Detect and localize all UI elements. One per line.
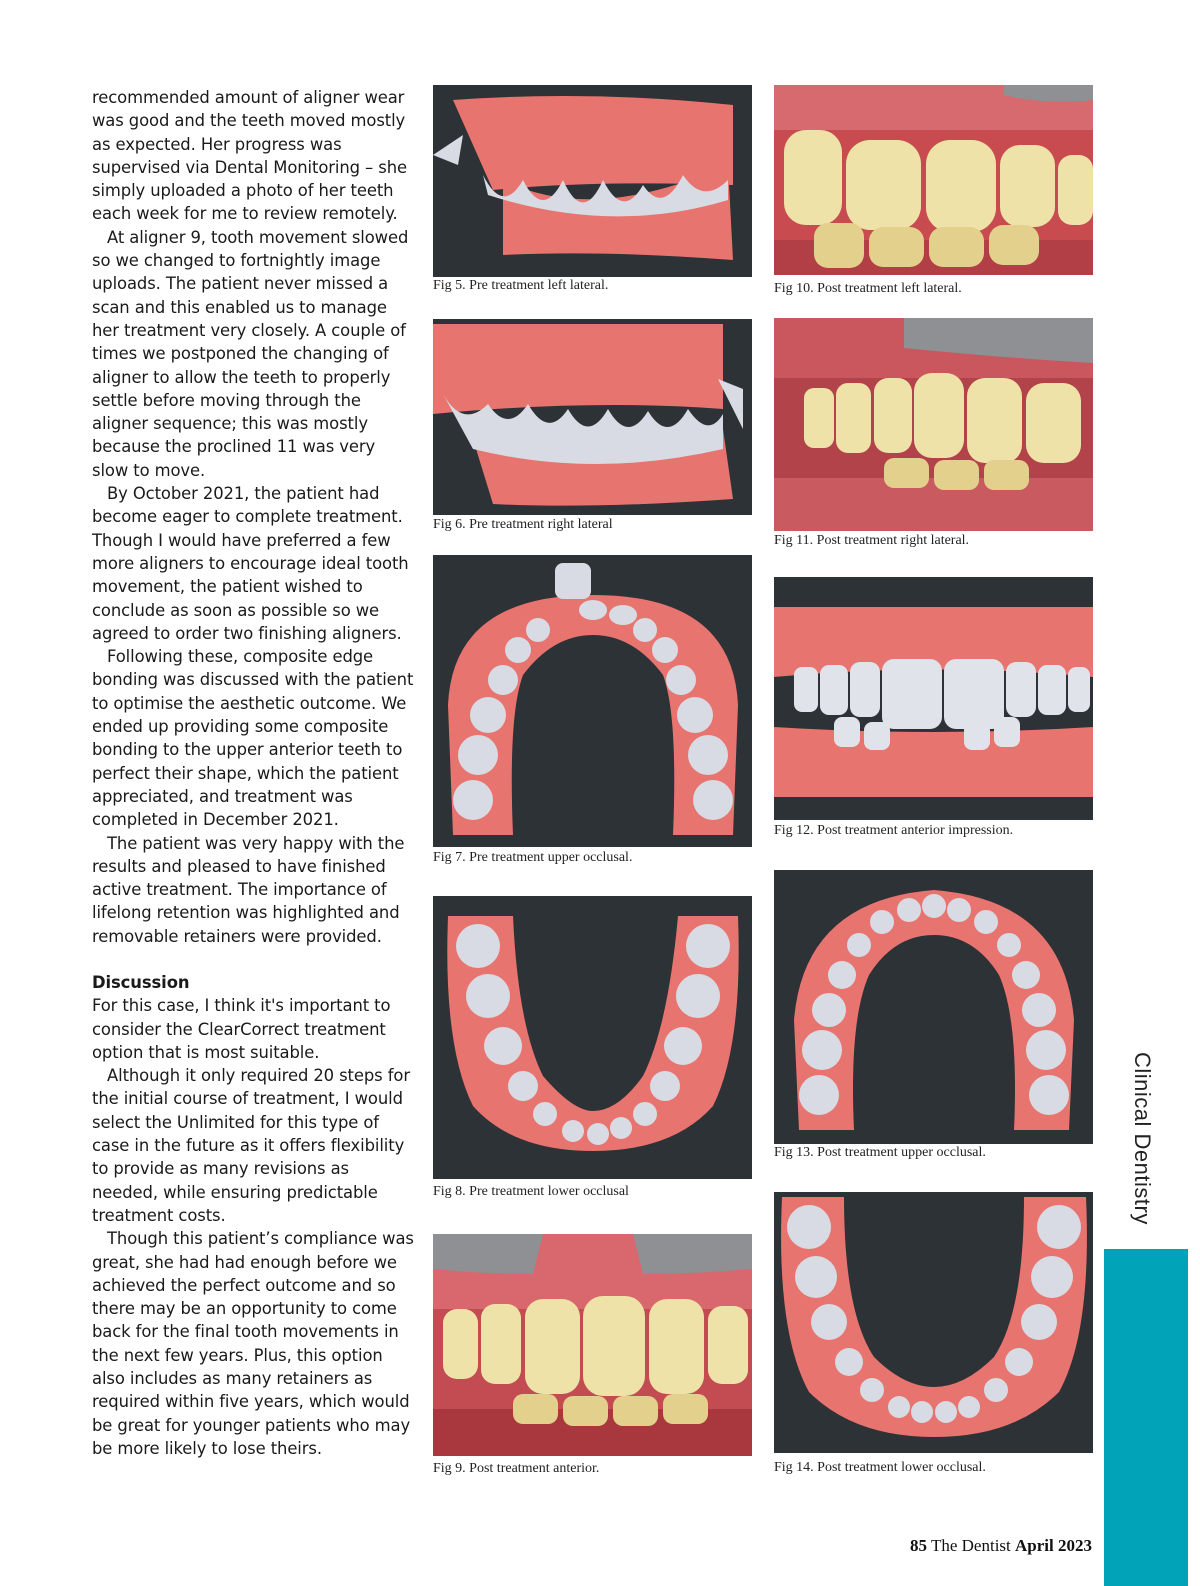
- publication-name: The Dentist: [930, 1536, 1011, 1555]
- fig8-caption: Fig 8. Pre treatment lower occlusal: [433, 1184, 629, 1199]
- paragraph: For this case, I think it's important to consider the ClearCorrect treatment option that is most suitable.: [92, 996, 391, 1062]
- fig11-caption: Fig 11. Post treatment right lateral.: [774, 533, 970, 548]
- fig6-caption: Fig 6. Pre treatment right lateral: [433, 517, 613, 532]
- fig9-image: [433, 1234, 752, 1456]
- paragraph: Although it only required 20 steps for the initial course of treatment, I would select the Unlimited for this type of case in the future as it offers flexibility to provide as many revisions as needed, while ensuring predictable treatment costs.: [92, 1066, 410, 1225]
- fig11-image: [774, 318, 1093, 531]
- fig12-caption: Fig 12. Post treatment anterior impression.: [774, 823, 1014, 838]
- article-body: [92, 86, 414, 1460]
- page-footer: [910, 1536, 1092, 1556]
- section-label: Clinical Dentistry: [1130, 1052, 1155, 1225]
- fig13-caption: Fig 13. Post treatment upper occlusal.: [774, 1145, 986, 1160]
- fig12-image: [774, 577, 1093, 820]
- fig6-image: [433, 319, 752, 515]
- fig10-caption: Fig 10. Post treatment left lateral.: [774, 281, 962, 296]
- fig5-image: [433, 85, 752, 277]
- issue-date: April 2023: [1015, 1536, 1092, 1555]
- fig13-image: [774, 870, 1093, 1144]
- fig5-caption: Fig 5. Pre treatment left lateral.: [433, 278, 609, 293]
- fig10-image: [774, 85, 1093, 275]
- paragraph: recommended amount of aligner wear was good and the teeth moved mostly as expected. Her progress was supervised via Dental Monitoring – she simply uploaded a photo of her teeth each week for me to review remotely.: [92, 88, 407, 224]
- paragraph: By October 2021, the patient had become eager to complete treatment. Though I would have preferred a few more aligners to encourage ideal tooth movement, the patient wished to conclude as soon as possible so we agreed to order two finishing aligners.: [92, 484, 409, 643]
- fig14-caption: Fig 14. Post treatment lower occlusal.: [774, 1460, 986, 1475]
- paragraph: Following these, composite edge bonding was discussed with the patient to optimise the aesthetic outcome. We ended up providing some composite bonding to the upper anterior teeth to perfect their shape, which the patient appreciated, and treatment was completed in December 2021.: [92, 647, 414, 830]
- fig14-image: [774, 1192, 1093, 1453]
- fig7-image: [433, 555, 752, 847]
- section-color-tab: [1104, 1249, 1188, 1586]
- paragraph: Though this patient’s compliance was great, she had had enough before we achieved the perfect outcome and so there may be an opportunity to come back for the final tooth movements in the next few years. Plus, this option also includes as many retainers as required within five years, which would be great for younger patients who may be more likely to lose theirs.: [92, 1229, 414, 1458]
- page-number: 85: [910, 1536, 928, 1555]
- paragraph: At aligner 9, tooth movement slowed so we changed to fortnightly image uploads. The patient never missed a scan and this enabled us to manage her treatment very closely. A couple of times we postponed the changing of aligner to allow the teeth to properly settle before moving through the aligner sequence; this was mostly because the proclined 11 was very slow to move.: [92, 227, 409, 480]
- fig9-caption: Fig 9. Post treatment anterior.: [433, 1461, 600, 1476]
- fig7-caption: Fig 7. Pre treatment upper occlusal.: [433, 850, 633, 865]
- paragraph: The patient was very happy with the results and pleased to have finished active treatment. The importance of lifelong retention was highlighted and removable retainers were provided.: [92, 833, 405, 946]
- discussion-heading: Discussion: [92, 972, 190, 992]
- fig8-image: [433, 896, 752, 1179]
